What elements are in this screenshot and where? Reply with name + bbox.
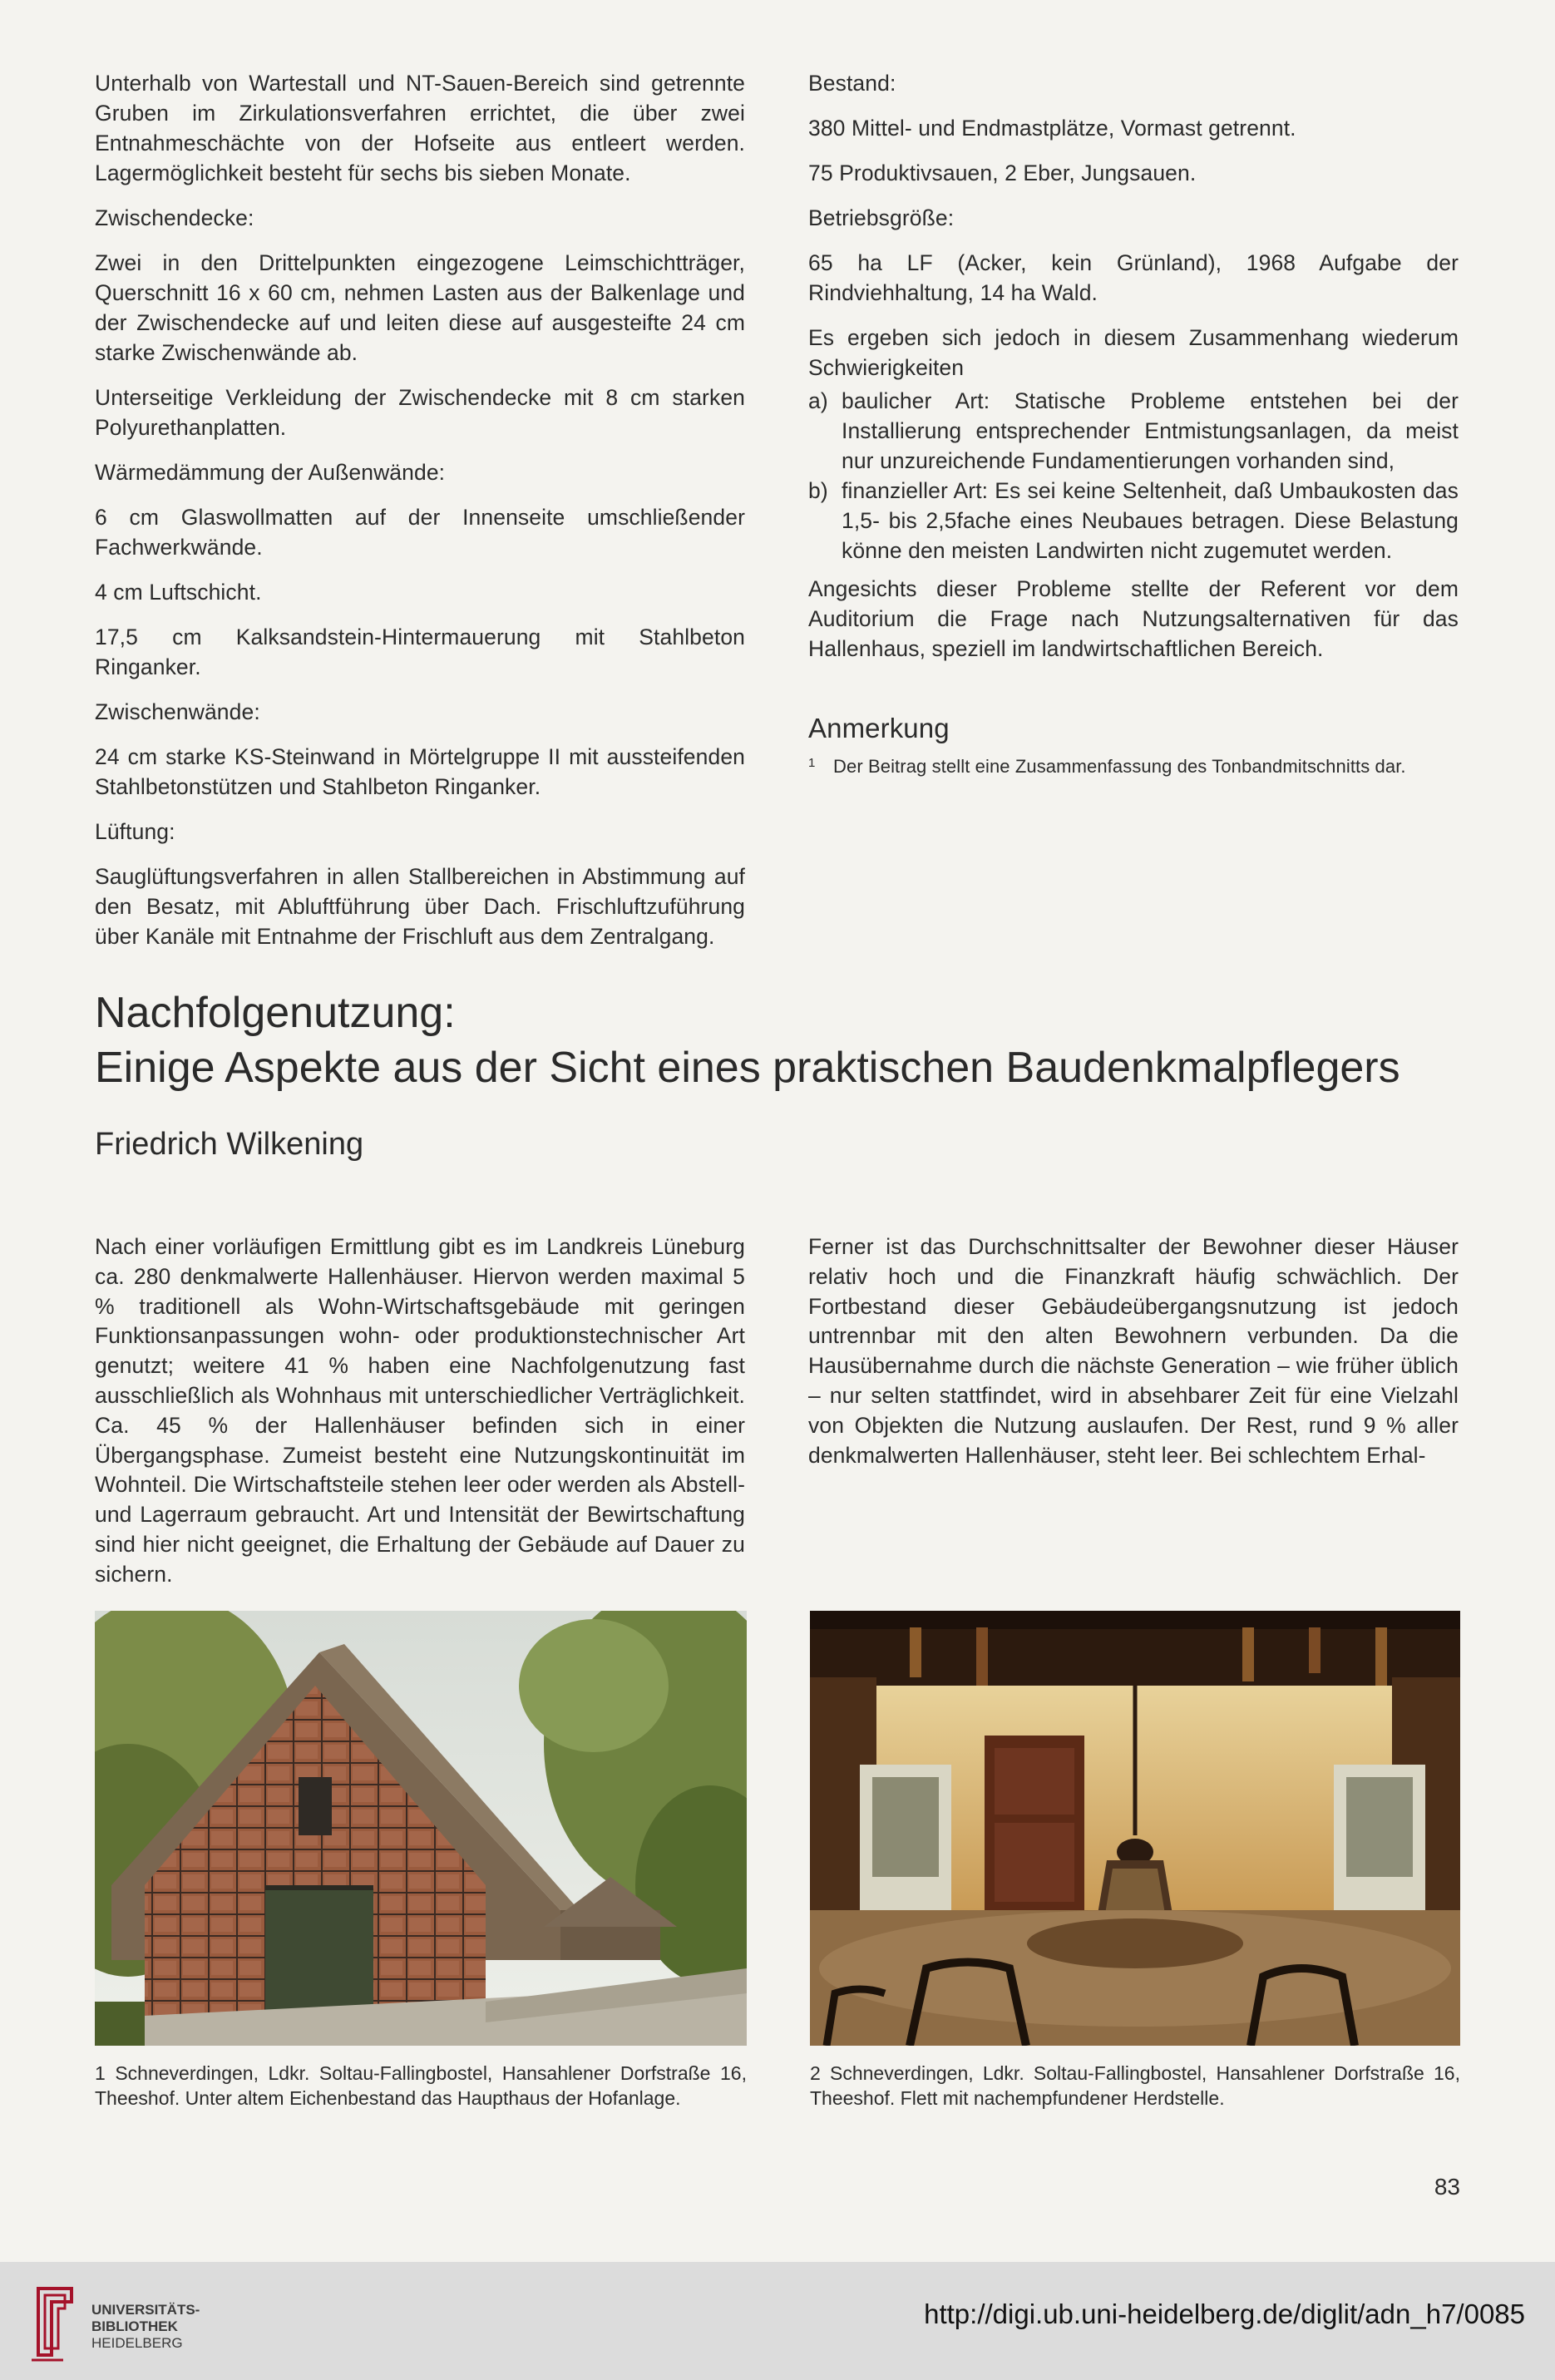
library-logo-text <box>91 2302 200 2352</box>
logo-line-3: HEIDELBERG <box>91 2335 183 2351</box>
list-item-text: baulicher Art: Statische Probleme entstehen bei der Installierung entsprechender Entmistungsanlagen, da meist nur unzureichende Fundamentierungen vorhanden sind, <box>842 388 1459 473</box>
zwischendecke-label: Zwischendecke: <box>95 205 254 230</box>
betriebsgroesse-label: Betriebsgröße: <box>808 205 955 230</box>
article-author: Friedrich Wilkening <box>95 1127 364 1162</box>
figure-1-photo <box>95 1611 747 2046</box>
waermedaemmung-paragraph: 6 cm Glaswollmatten auf der Innenseite umschließender Fachwerkwände. <box>95 505 745 560</box>
list-item <box>808 476 1459 565</box>
lueftung-label: Lüftung: <box>95 819 175 844</box>
schwierigkeiten-intro: Es ergeben sich jedoch in diesem Zusammenhang wiederum Schwierigkeiten <box>808 325 1459 380</box>
footnote <box>808 753 1459 779</box>
farmhouse-exterior-image <box>95 1611 747 2046</box>
schwierigkeiten-list <box>808 386 1459 565</box>
article2-right-column <box>808 1232 1459 1485</box>
article1-right-column <box>808 68 1459 779</box>
bestand-line-2: 75 Produktivsauen, 2 Eber, Jungsauen. <box>808 160 1197 185</box>
anmerkung-heading: Anmerkung <box>808 713 950 743</box>
list-marker: a) <box>808 388 828 413</box>
conclusion-paragraph: Angesichts dieser Probleme stellte der Referent vor dem Auditorium die Frage nach Nutzungsalternativen für das Hallenhaus, speziell im landwirtschaftlichen Bereich. <box>808 576 1459 661</box>
article2-right-paragraph: Ferner ist das Durchschnittsalter der Bewohner dieser Häuser relativ hoch und die Finanzkraft häufig schwächlich. Der Fortbestand dieser Gebäudeübergangsnutzung ist jedoch untrennbar mit den alten Bewohnern verbunden. Da die Hausübernahme durch die nächste Generation – wie früher üblich – nur selten stattfindet, wird in absehbarer Zeit für eine Vielzahl von Objekten die Nutzung auslaufen. Der Rest, rund 9 % aller denkmalwerten Hallenhäuser, steht leer. Bei schlechtem Erhal- <box>808 1234 1459 1468</box>
lueftung-paragraph: Sauglüftungsverfahren in allen Stallbereichen in Abstimmung auf den Besatz, mit Abluftführung über Dach. Frischluftzuführung über Kanäle mit Entnahme der Frischluft aus dem Zentralgang. <box>95 864 745 949</box>
logo-line-2: BIBLIOTHEK <box>91 2318 178 2334</box>
footnote-marker: 1 <box>808 756 816 770</box>
betriebsgroesse-paragraph: 65 ha LF (Acker, kein Grünland), 1968 Aufgabe der Rindviehhaltung, 14 ha Wald. <box>808 250 1459 305</box>
logo-line-1: UNIVERSITÄTS- <box>91 2302 200 2318</box>
list-item-text: finanzieller Art: Es sei keine Seltenheit, daß Umbaukosten das 1,5- bis 2,5fache eines Neubaues betragen. Diese Belastung könne den meisten Landwirten nicht zugemutet werden. <box>842 478 1459 563</box>
zwischendecke-paragraph: Zwei in den Drittelpunkten eingezogene Leimschichtträger, Querschnitt 16 x 60 cm, nehmen Lasten aus der Balkenlage und der Zwischendecke auf und leiten diese auf ausgesteifte 24 cm starke Zwischenwände ab. <box>95 250 745 365</box>
luftschicht-paragraph: 4 cm Luftschicht. <box>95 580 262 605</box>
figure-2-photo <box>810 1611 1460 2046</box>
article-title <box>95 985 1508 1095</box>
kalksandstein-paragraph: 17,5 cm Kalksandstein-Hintermauerung mit Stahlbeton Ringanker. <box>95 625 745 679</box>
library-logo-icon <box>30 2280 80 2363</box>
footnote-text: Der Beitrag stellt eine Zusammenfassung des Tonbandmitschnitts dar. <box>833 756 1406 777</box>
gruben-paragraph: Unterhalb von Wartestall und NT-Sauen-Bereich sind getrennte Gruben im Zirkulationsverfahren errichtet, die über zwei Entnahmeschächte von der Hofseite aus entleert werden. Lagermöglichkeit besteht für sechs bis sieben Monate. <box>95 71 745 185</box>
page-number: 83 <box>1434 2174 1460 2200</box>
footer-bar <box>0 2262 1555 2380</box>
bestand-label: Bestand: <box>808 71 896 96</box>
waermedaemmung-label: Wärmedämmung der Außenwände: <box>95 460 446 485</box>
bestand-line-1: 380 Mittel- und Endmastplätze, Vormast getrennt. <box>808 116 1296 141</box>
figure-1-caption: 1 Schneverdingen, Ldkr. Soltau-Fallingbostel, Hansahlener Dorfstraße 16, Theeshof. Unter altem Eichenbestand das Haupthaus der Hofanlage. <box>95 2062 747 2109</box>
verkleidung-paragraph: Unterseitige Verkleidung der Zwischendecke mit 8 cm starken Polyurethanplatten. <box>95 385 745 440</box>
zwischenwaende-label: Zwischenwände: <box>95 699 260 724</box>
article1-left-column <box>95 68 745 966</box>
list-marker: b) <box>808 478 828 503</box>
title-line-1: Nachfolgenutzung: <box>95 989 456 1037</box>
article2-left-column <box>95 1232 745 1605</box>
hearth-interior-image <box>810 1611 1460 2046</box>
zwischenwaende-paragraph: 24 cm starke KS-Steinwand in Mörtelgruppe II mit aussteifenden Stahlbetonstützen und Stahlbeton Ringanker. <box>95 744 745 799</box>
list-item <box>808 386 1459 476</box>
source-url: http://digi.ub.uni-heidelberg.de/diglit/adn_h7/0085 <box>924 2299 1525 2329</box>
figure-2-caption: 2 Schneverdingen, Ldkr. Soltau-Fallingbostel, Hansahlener Dorfstraße 16, Theeshof. Flett mit nachempfundener Herdstelle. <box>810 2062 1460 2109</box>
article2-left-paragraph: Nach einer vorläufigen Ermittlung gibt es im Landkreis Lüneburg ca. 280 denkmalwerte Hallenhäuser. Hiervon werden maximal 5 % traditionell als Wohn-Wirtschaftsgebäude mit geringen Funktionsanpassungen wohn- oder produktionstechnischer Art genutzt; weitere 41 % haben eine Nachfolgenutzung fast ausschließlich als Wohnhaus mit unterschiedlicher Verträglichkeit. Ca. 45 % der Hallenhäuser befinden sich in einer Übergangsphase. Zumeist besteht eine Nutzungskontinuität im Wohnteil. Die Wirtschaftsteile stehen leer oder werden als Abstell- und Lagerraum gebraucht. Art und Intensität der Bewirtschaftung sind hier nicht geeignet, die Erhaltung der Gebäude auf Dauer zu sichern. <box>95 1234 745 1587</box>
title-line-2: Einige Aspekte aus der Sicht eines praktischen Baudenkmalpflegers <box>95 1044 1400 1092</box>
